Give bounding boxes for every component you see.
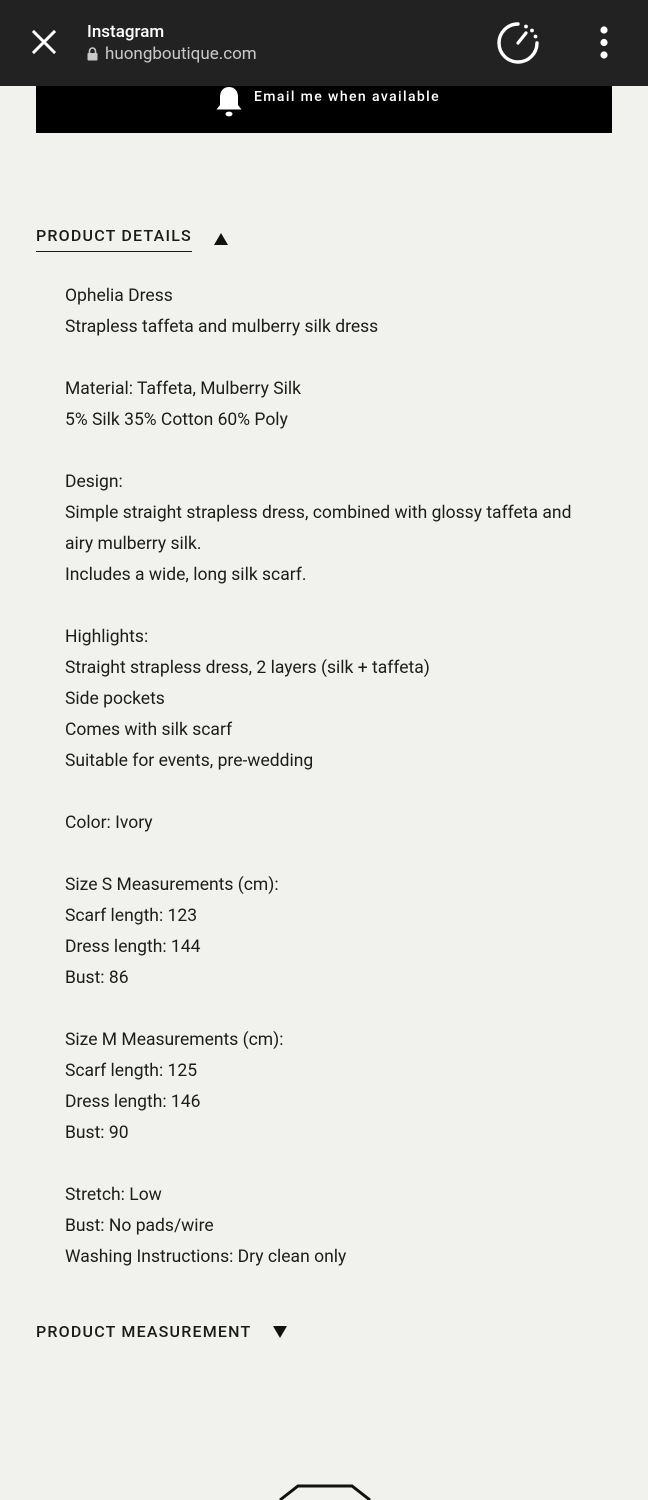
detail-line: Size S Measurements (cm): [65, 875, 279, 895]
detail-line: Ophelia Dress [65, 286, 173, 306]
timer-button[interactable] [495, 20, 541, 66]
detail-line: Stretch: Low [65, 1185, 162, 1205]
detail-line: Strapless taffeta and mulberry silk dress [65, 317, 379, 337]
detail-spacer [65, 1149, 625, 1180]
close-icon [31, 29, 57, 55]
detail-line: Comes with silk scarf [65, 720, 233, 740]
notify-label: Email me when available [254, 89, 441, 105]
detail-spacer [65, 343, 625, 374]
domain-text: huongboutique.com [105, 44, 257, 64]
email-me-when-available-button[interactable] [36, 86, 612, 133]
more-options-button[interactable] [588, 24, 620, 62]
product-details-toggle[interactable] [36, 226, 228, 252]
caret-down-icon [273, 1326, 287, 1338]
detail-line: Includes a wide, long silk scarf. [65, 565, 307, 585]
detail-spacer [65, 839, 625, 870]
close-button[interactable] [26, 24, 62, 60]
product-measurement-toggle[interactable] [36, 1322, 287, 1341]
browser-top-bar [0, 0, 648, 86]
detail-line: Size M Measurements (cm): [65, 1030, 284, 1050]
caret-up-icon [214, 233, 228, 245]
detail-line: airy mulberry silk. [65, 534, 202, 554]
detail-line: Side pockets [65, 689, 165, 709]
product-measurement-heading: PRODUCT MEASUREMENT [36, 1322, 252, 1341]
detail-line: Color: Ivory [65, 813, 153, 833]
partial-shape-outline [270, 1480, 380, 1500]
detail-line: Dress length: 146 [65, 1092, 201, 1112]
lock-icon [87, 47, 98, 61]
product-details-heading: PRODUCT DETAILS [36, 226, 192, 252]
bell-icon [214, 86, 244, 118]
detail-spacer [65, 591, 625, 622]
detail-line: Material: Taffeta, Mulberry Silk [65, 379, 301, 399]
more-vert-icon [588, 24, 620, 62]
detail-line: Bust: 86 [65, 968, 129, 988]
detail-line: Simple straight strapless dress, combined with glossy taffeta and [65, 503, 572, 523]
detail-spacer [65, 436, 625, 467]
detail-line: Design: [65, 472, 123, 492]
detail-line: Bust: No pads/wire [65, 1216, 214, 1236]
detail-line: Scarf length: 125 [65, 1061, 198, 1081]
app-title: Instagram [87, 22, 165, 42]
title-block [87, 20, 257, 65]
detail-line: 5% Silk 35% Cotton 60% Poly [65, 410, 288, 430]
detail-spacer [65, 777, 625, 808]
product-details-body [65, 281, 625, 1273]
detail-line: Bust: 90 [65, 1123, 129, 1143]
detail-line: Highlights: [65, 627, 149, 647]
timer-icon [495, 20, 541, 66]
detail-line: Scarf length: 123 [65, 906, 198, 926]
detail-line: Washing Instructions: Dry clean only [65, 1247, 347, 1267]
domain-row [87, 43, 257, 65]
detail-line: Suitable for events, pre-wedding [65, 751, 314, 771]
detail-spacer [65, 994, 625, 1025]
detail-line: Dress length: 144 [65, 937, 201, 957]
detail-line: Straight strapless dress, 2 layers (silk + taffeta) [65, 658, 430, 678]
